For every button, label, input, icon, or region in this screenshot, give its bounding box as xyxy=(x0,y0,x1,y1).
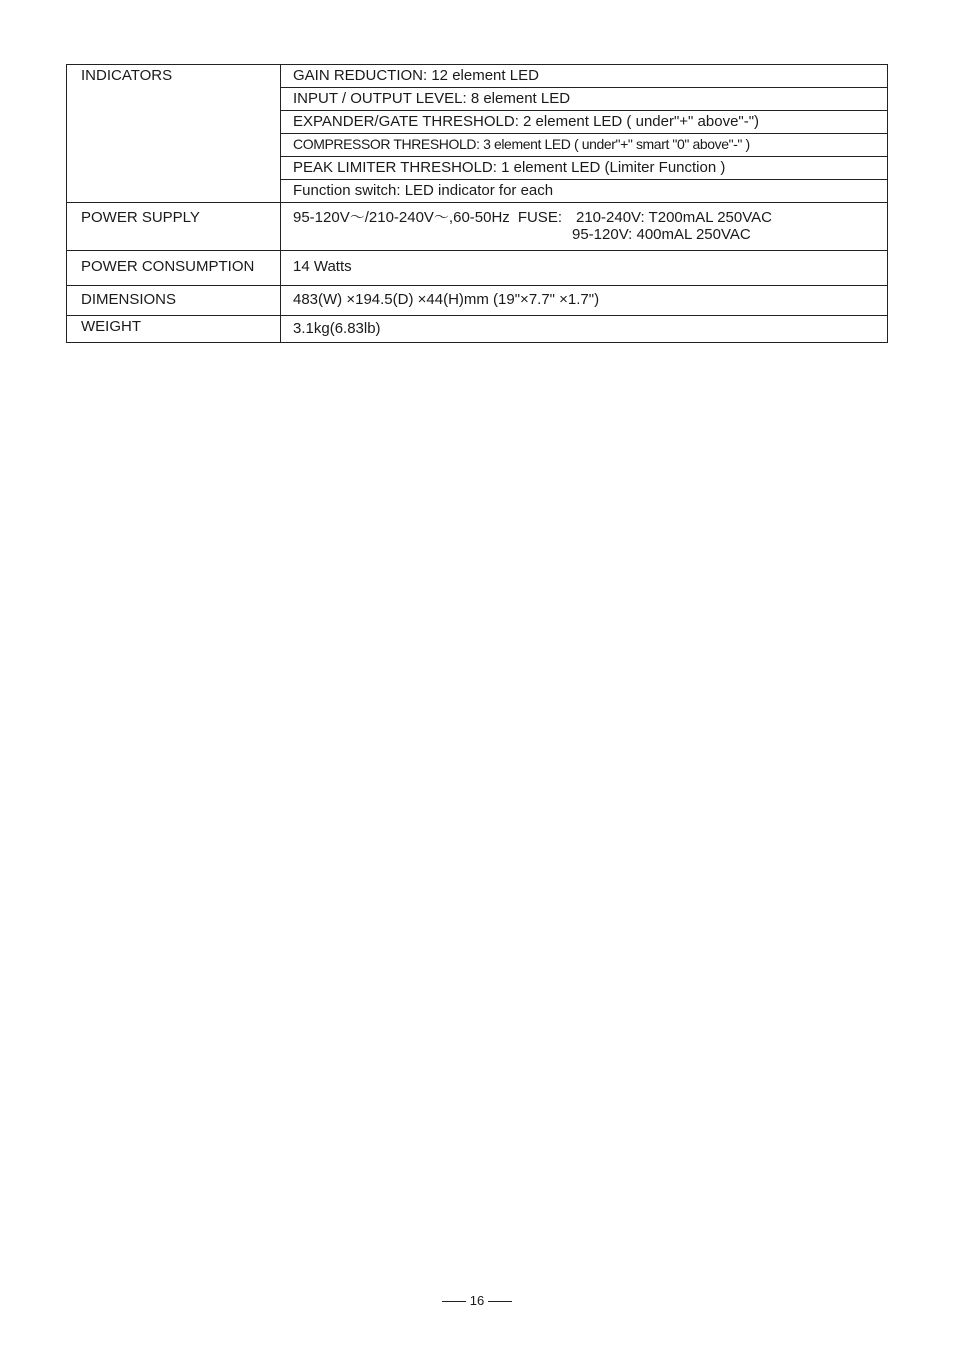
indicator-item: GAIN REDUCTION: 12 element LED xyxy=(281,65,888,88)
power-supply-label: POWER SUPPLY xyxy=(67,203,281,251)
page-footer xyxy=(0,1293,954,1308)
table-row xyxy=(67,203,888,251)
dimensions-value: 483(W) ×194.5(D) ×44(H)mm (19"×7.7" ×1.7") xyxy=(281,286,888,316)
indicator-item: COMPRESSOR THRESHOLD: 3 element LED ( under"+" smart "0" above"-" ) xyxy=(281,134,888,157)
indicator-item: EXPANDER/GATE THRESHOLD: 2 element LED ( under"+" above"-") xyxy=(281,111,888,134)
indicators-label: INDICATORS xyxy=(67,65,281,203)
specifications-table xyxy=(66,64,888,343)
indicator-item: INPUT / OUTPUT LEVEL: 8 element LED xyxy=(281,88,888,111)
power-consumption-label: POWER CONSUMPTION xyxy=(67,251,281,286)
power-supply-value xyxy=(281,203,888,251)
table-row xyxy=(67,286,888,316)
indicator-item: Function switch: LED indicator for each xyxy=(281,180,888,203)
table-row xyxy=(67,251,888,286)
fuse-label: FUSE: xyxy=(517,209,562,226)
power-supply-voltage: 95-120V～/210-240V～,60-50Hz xyxy=(293,209,510,226)
table-row xyxy=(67,316,888,343)
indicator-item: PEAK LIMITER THRESHOLD: 1 element LED (Limiter Function ) xyxy=(281,157,888,180)
table-row xyxy=(67,65,888,88)
fuse-value: 95-120V: 400mAL 250VAC xyxy=(572,226,751,243)
weight-value: 3.1kg(6.83lb) xyxy=(281,316,888,343)
footer-rule-left xyxy=(442,1301,466,1302)
fuse-value: 210-240V: T200mAL 250VAC xyxy=(576,209,772,226)
weight-label: WEIGHT xyxy=(67,316,281,343)
power-consumption-value: 14 Watts xyxy=(281,251,888,286)
dimensions-label: DIMENSIONS xyxy=(67,286,281,316)
footer-rule-right xyxy=(488,1301,512,1302)
fuse-values xyxy=(572,209,772,243)
page-number: 16 xyxy=(469,1293,485,1308)
